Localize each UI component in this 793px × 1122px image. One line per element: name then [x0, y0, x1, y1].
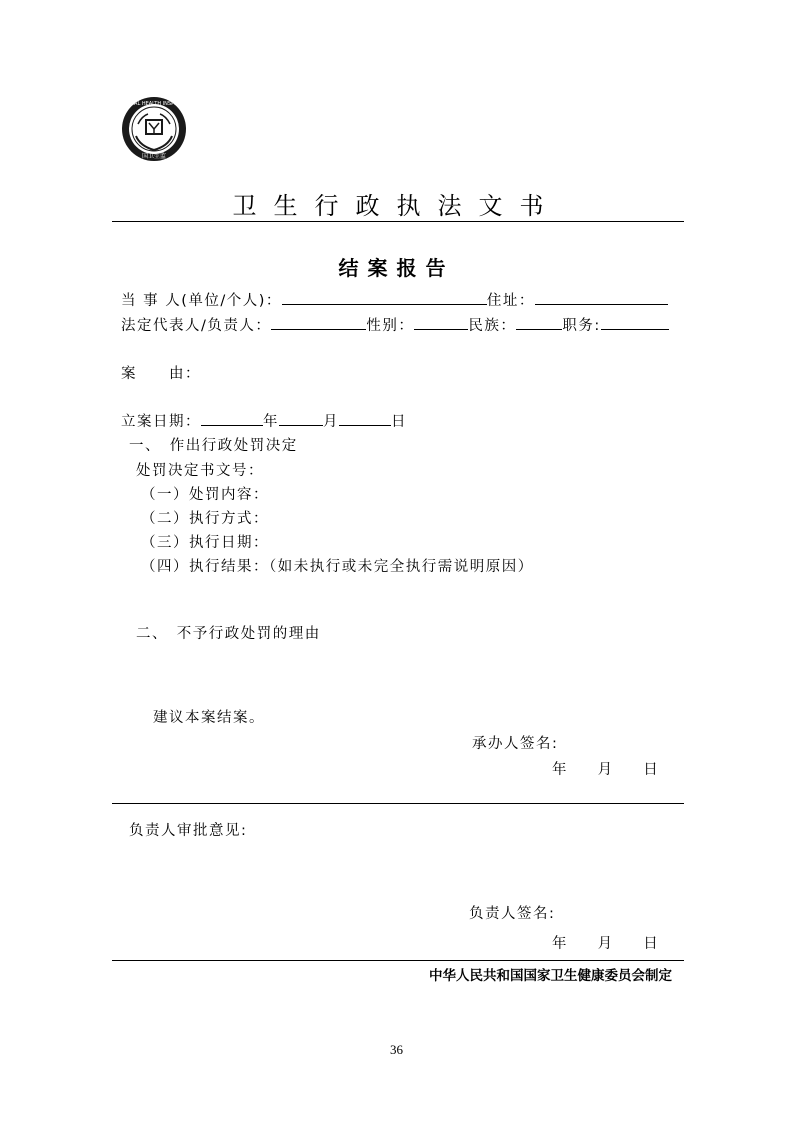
section1-item: （四）执行结果：（如未执行或未完全执行需说明原因）	[141, 559, 534, 575]
party-row	[121, 289, 668, 310]
section2-heading: 二、 不予行政处罚的理由	[136, 626, 321, 642]
decision-number-label: 处罚决定书文号：	[136, 463, 264, 479]
party-field[interactable]	[282, 290, 487, 305]
approval-label: 负责人审批意见:	[129, 823, 248, 839]
legal-rep-field[interactable]	[271, 315, 366, 330]
ethnicity-label: 民族：	[468, 318, 517, 334]
issuing-organization: 中华人民共和国国家卫生健康委员会制定	[429, 968, 672, 984]
footer-rule	[112, 960, 684, 961]
filing-year-field[interactable]	[201, 411, 263, 426]
filing-date-row	[121, 410, 407, 431]
position-field[interactable]	[601, 315, 669, 330]
header-rule	[112, 221, 684, 222]
report-title: 结案报告	[338, 256, 455, 280]
address-field[interactable]	[535, 290, 668, 305]
legal-rep-row	[121, 314, 669, 335]
case-cause: 案 由：	[121, 366, 201, 382]
section1-item: （一）处罚内容：	[141, 487, 269, 503]
month-label: 月	[323, 414, 339, 430]
filing-day-field[interactable]	[339, 411, 391, 426]
approval-rule	[112, 803, 684, 804]
approver-signature-label: 负责人签名:	[469, 906, 556, 922]
section1-item: （三）执行日期：	[141, 535, 269, 551]
address-label: 住址：	[486, 293, 535, 309]
document-header: 卫生行政执法文书	[232, 192, 561, 220]
health-inspection-emblem	[115, 96, 193, 162]
handler-signature-label: 承办人签名:	[472, 736, 559, 752]
handler-date-line: 年 月 日	[552, 762, 662, 778]
gender-label: 性别：	[366, 318, 415, 334]
recommendation-text: 建议本案结案。	[153, 710, 265, 726]
filing-date-label: 立案日期：	[121, 414, 201, 430]
section1-item: （二）执行方式：	[141, 511, 269, 527]
ethnicity-field[interactable]	[516, 315, 562, 330]
approval-date-line: 年 月 日	[552, 936, 662, 952]
page-number: 36	[390, 1042, 403, 1057]
svg-text:国卫生监: 国卫生监	[141, 153, 167, 160]
position-label: 职务:	[562, 318, 601, 334]
day-label: 日	[391, 414, 407, 430]
party-label: 当 事 人(单位/个人)：	[121, 293, 282, 309]
svg-text:NATIONAL HEALTH INSPECTION: NATIONAL HEALTH INSPECTION	[115, 101, 193, 107]
year-label: 年	[263, 414, 279, 430]
legal-rep-label: 法定代表人/负责人：	[121, 318, 272, 334]
section1-heading: 一、 作出行政处罚决定	[129, 438, 298, 454]
gender-field[interactable]	[414, 315, 468, 330]
filing-month-field[interactable]	[279, 411, 323, 426]
